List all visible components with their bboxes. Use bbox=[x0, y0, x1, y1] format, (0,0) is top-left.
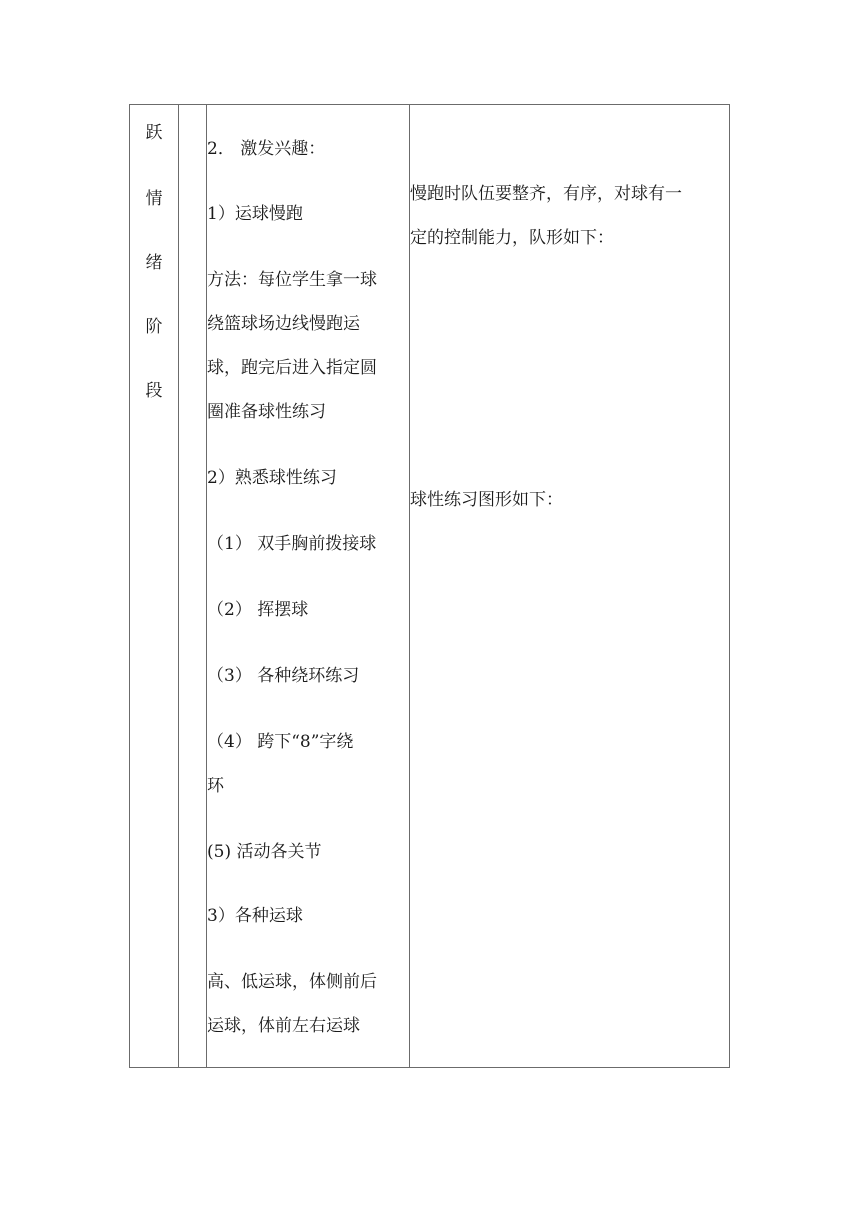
lesson-plan-table bbox=[129, 104, 730, 1068]
content-line: （1） 双手胸前拨接球 bbox=[207, 534, 377, 554]
notes-line: 球性练习图形如下： bbox=[410, 490, 563, 510]
table-divider bbox=[178, 105, 179, 1067]
content-line: 3）各种运球 bbox=[207, 906, 303, 926]
activity-content-column bbox=[207, 105, 409, 1067]
notes-column bbox=[410, 105, 730, 1067]
content-line: 方法：每位学生拿一球 bbox=[207, 270, 377, 290]
stage-char: 绪 bbox=[145, 253, 163, 273]
content-line: （3） 各种绕环练习 bbox=[207, 666, 360, 686]
content-line: 高、低运球，体侧前后 bbox=[207, 972, 377, 992]
content-line: 2． 激发兴趣： bbox=[207, 139, 326, 159]
content-line: 运球，体前左右运球 bbox=[207, 1016, 360, 1036]
stage-column bbox=[130, 105, 178, 1067]
content-line: (5) 活动各关节 bbox=[207, 842, 322, 862]
content-line: （2） 挥摆球 bbox=[207, 600, 309, 620]
content-line: 绕篮球场边线慢跑运 bbox=[207, 314, 360, 334]
stage-char: 情 bbox=[145, 189, 163, 209]
content-line: 球，跑完后进入指定圆 bbox=[207, 358, 377, 378]
stage-char: 段 bbox=[145, 381, 163, 401]
stage-char: 阶 bbox=[145, 317, 163, 337]
content-line: （4） 跨下“8”字绕 bbox=[207, 732, 354, 752]
content-line: 圈准备球性练习 bbox=[207, 402, 326, 422]
notes-line: 定的控制能力，队形如下： bbox=[410, 228, 614, 248]
content-line: 环 bbox=[207, 776, 224, 796]
stage-char: 跃 bbox=[145, 123, 163, 143]
content-line: 1）运球慢跑 bbox=[207, 204, 303, 224]
notes-line: 慢跑时队伍要整齐，有序，对球有一 bbox=[410, 184, 682, 204]
content-line: 2）熟悉球性练习 bbox=[207, 468, 337, 488]
